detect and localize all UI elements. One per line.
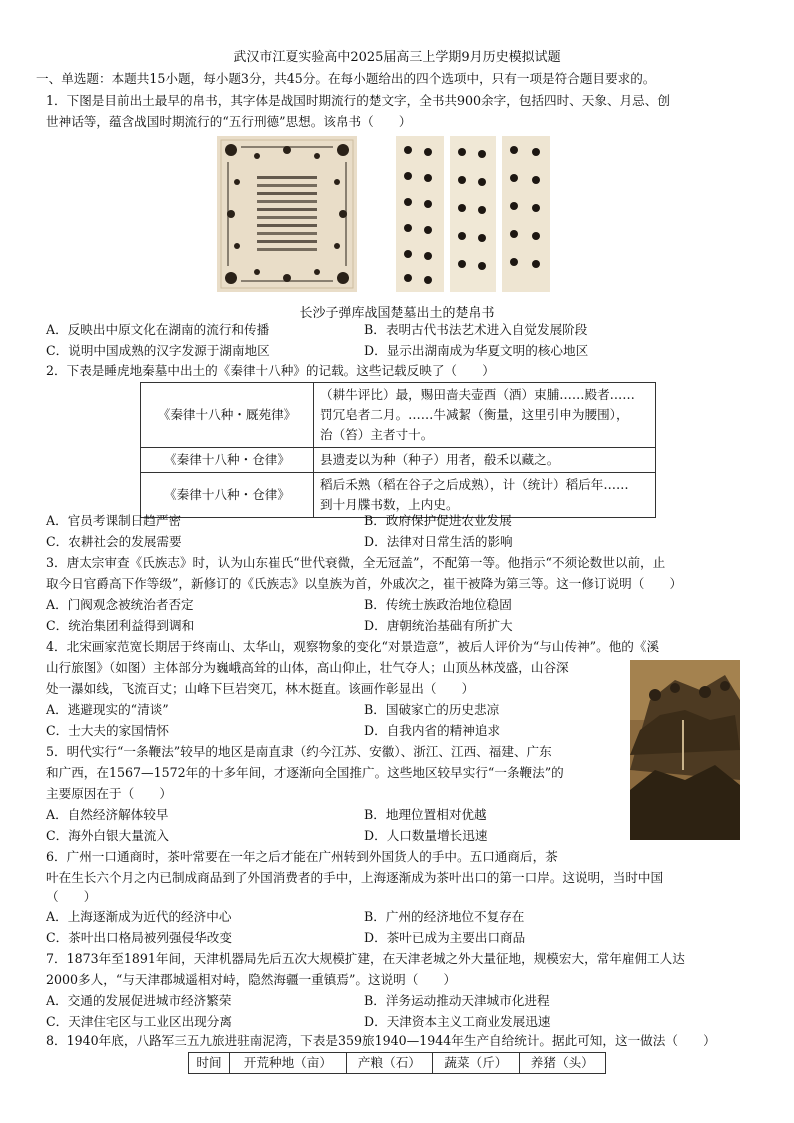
table-cell: 《秦律十八种・仓律》 (141, 448, 314, 473)
q2-table (140, 382, 656, 518)
chu-script-detail-image (394, 136, 552, 292)
q6-option-d: D．茶叶已成为主要出口商品 (364, 930, 526, 945)
q3-option-a: A．门阀观念被统治者否定 (46, 597, 194, 612)
q1-image-caption: 长沙子弹库战国楚墓出土的楚帛书 (299, 306, 495, 321)
q5-option-a: A．自然经济解体较早 (46, 807, 169, 822)
table-cell (314, 383, 656, 448)
table-cell: 《秦律十八种・仓律》 (141, 473, 314, 518)
table-header-cell: 时间 (189, 1053, 230, 1074)
table-row (141, 383, 656, 448)
exam-title: 武汉市江夏实验高中2025届高三上学期9月历史模拟试题 (233, 50, 561, 65)
q5-stem-line-2: 和广西，在1567—1572年的十多年间，才逐渐向全国推广。这些地区较早实行“一条鞭法”的 (46, 765, 564, 780)
q4-option-b: B．国破家亡的历史悲凉 (364, 702, 500, 717)
table-cell-line: 治（笞）主者寸十。 (320, 427, 434, 442)
table-cell-line: （耕牛评比）最，赐田啬夫壶酉（酒）束脯……殿者…… (320, 387, 635, 402)
q2-option-d: D．法律对日常生活的影响 (364, 534, 513, 549)
q1-option-d: D．显示出湖南成为华夏文明的核心地区 (364, 343, 589, 358)
q1-stem-line-1: 1．下图是目前出土最早的帛书，其字体是战国时期流行的楚文字，全书共900余字，包括四时、天象、月忌、创 (46, 93, 670, 108)
q6-option-a: A．上海逐渐成为近代的经济中心 (46, 909, 232, 924)
table-header-cell: 养猪（头） (519, 1053, 605, 1074)
q1-stem-line-2: 世神话等，蕴含战国时期流行的“五行刑德”思想。该帛书（ ） (46, 114, 412, 129)
q1-option-c: C．说明中国成熟的汉字发源于湖南地区 (46, 343, 270, 358)
q5-option-d: D．人口数量增长迅速 (364, 828, 488, 843)
q3-stem-line-1: 3．唐太宗审查《氏族志》时，认为山东崔氏“世代衰微，全无冠盖”，不配第一等。他指示“不须论数世以前，止 (46, 555, 666, 570)
table-cell-line: 县遗麦以为种（种子）用者，殽禾以藏之。 (320, 452, 560, 467)
q5-option-c: C．海外白银大量流入 (46, 828, 169, 843)
q7-option-c: C．天津住宅区与工业区出现分离 (46, 1014, 232, 1029)
table-cell-line: 到十月牒书数，上内史。 (320, 497, 459, 512)
q2-option-c: C．农耕社会的发展需要 (46, 534, 182, 549)
q3-stem-line-2: 取今日官爵高下作等级”，新修订的《氏族志》以皇族为首，外戚次之，崔干被降为第三等。这一修订说明（ ） (46, 576, 683, 591)
table-row (141, 473, 656, 518)
q6-option-c: C．茶叶出口格局被列强侵华改变 (46, 930, 232, 945)
q4-option-d: D．自我内省的精神追求 (364, 723, 501, 738)
q8-stem: 8．1940年底，八路军三五九旅进驻南泥湾，下表是359旅1940—1944年生产自给统计。据此可知，这一做法（ ） (46, 1033, 716, 1048)
table-cell (314, 473, 656, 518)
table-cell: 《秦律十八种・厩苑律》 (141, 383, 314, 448)
q4-stem-line-1: 4．北宋画家范宽长期居于终南山、太华山，观察物象的变化“对景造意”，被后人评价为“与山传神”。他的《溪 (46, 639, 660, 654)
table-cell (314, 448, 656, 473)
q6-option-b: B．广州的经济地位不复存在 (364, 909, 525, 924)
q4-stem-line-2: 山行旅图》（如图）主体部分为巍峨高耸的山体，高山仰止，壮气夺人；山顶丛林茂盛，山谷深 (46, 660, 569, 675)
table-header-row (189, 1053, 606, 1074)
q5-stem-line-1: 5．明代实行“一条鞭法”较早的地区是南直隶（约今江苏、安徽）、浙江、江西、福建、广东 (46, 744, 552, 759)
table-cell-line: 罚冗皂者二月。……牛减絜（衡量，这里引申为腰围）， (320, 407, 629, 422)
table-header-cell: 开荒种地（亩） (230, 1053, 347, 1074)
q4-stem-line-3: 处一瀑如线，飞流百丈；山峰下巨岩突兀，林木挺直。该画作彰显出（ ） (46, 681, 475, 696)
q4-option-c: C．士大夫的家国情怀 (46, 723, 169, 738)
q4-option-a: A．逃避现实的“清谈” (46, 702, 169, 717)
table-row (141, 448, 656, 473)
q2-option-a: A．官员考课制日趋严密 (46, 513, 182, 528)
q1-option-a: A．反映出中原文化在湖南的流行和传播 (46, 322, 270, 337)
q6-stem-line-2: 叶在生长六个月之内已制成商品到了外国消费者的手中，上海逐渐成为茶叶出口的第一口岸。这说明，当时中国 (46, 870, 664, 885)
q7-option-a: A．交通的发展促进城市经济繁荣 (46, 993, 232, 1008)
q3-option-c: C．统治集团利益得到调和 (46, 618, 195, 633)
q2-stem: 2．下表是睡虎地秦墓中出土的《秦律十八种》的记载。这些记载反映了（ ） (46, 363, 495, 378)
q3-option-b: B．传统士族政治地位稳固 (364, 597, 512, 612)
q3-option-d: D．唐朝统治基础有所扩大 (364, 618, 513, 633)
q8-table (188, 1052, 606, 1074)
q6-stem-line-3: （ ） (46, 889, 97, 904)
section-header: 一、单选题：本题共15小题，每小题3分，共45分。在每小题给出的四个选项中，只有一项是符合题目要求的。 (36, 71, 656, 86)
q1-option-b: B．表明古代书法艺术进入自觉发展阶段 (364, 322, 588, 337)
silk-manuscript-image (217, 136, 357, 292)
q7-option-b: B．洋务运动推动天津城市化进程 (364, 993, 550, 1008)
q6-stem-line-1: 6．广州一口通商时，茶叶常要在一年之后才能在广州转到外国货人的手中。五口通商后，茶 (46, 849, 558, 864)
q5-option-b: B．地理位置相对优越 (364, 807, 487, 822)
q5-stem-line-3: 主要原因在于（ ） (46, 786, 172, 801)
q7-stem-line-1: 7．1873年至1891年间，天津机器局先后五次大规模扩建，在天津老城之外大量征地，规模宏大，常年雇佣工人达 (46, 951, 685, 966)
table-header-cell: 产粮（石） (346, 1053, 432, 1074)
q2-option-b: B．政府保护促进农业发展 (364, 513, 512, 528)
table-header-cell: 蔬菜（斤） (433, 1053, 519, 1074)
q7-stem-line-2: 2000多人，“与天津郡城遥相对峙，隐然海疆一重镇焉”。这说明（ ） (46, 972, 457, 987)
q7-option-d: D．天津资本主义工商业发展迅速 (364, 1014, 551, 1029)
table-cell-line: 稻后禾熟（稻在谷子之后成熟），计（统计）稻后年…… (320, 477, 629, 492)
